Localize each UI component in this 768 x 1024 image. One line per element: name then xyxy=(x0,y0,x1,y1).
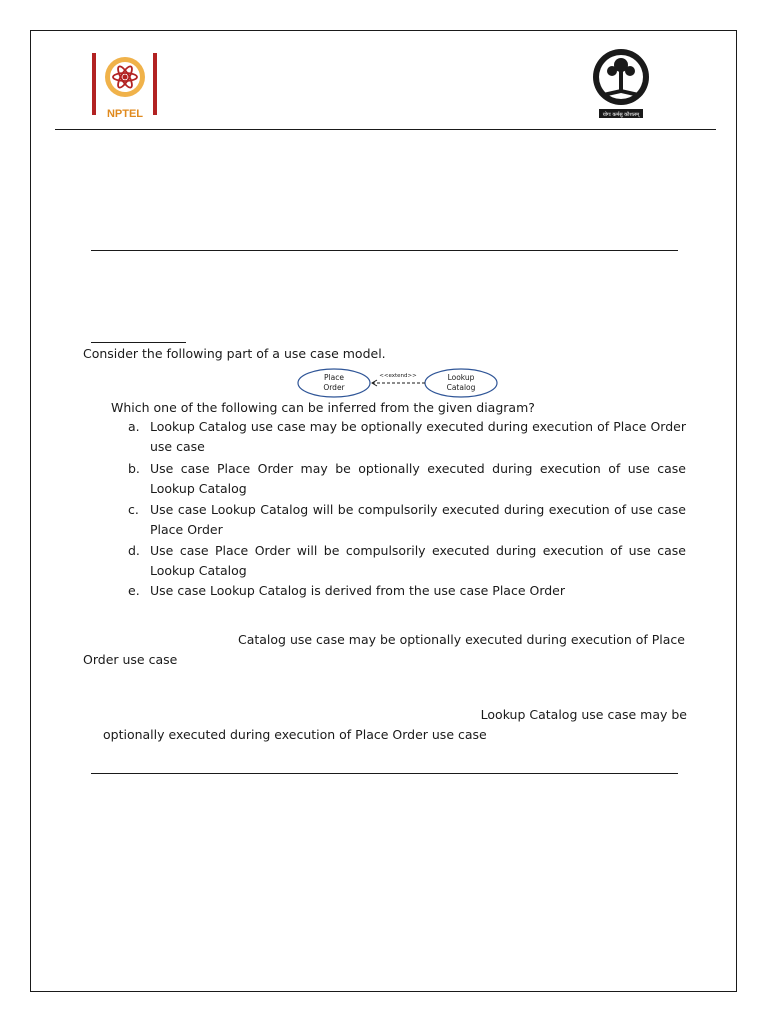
answer-line-2: Order use case xyxy=(83,652,178,667)
solution-line-1: Lookup Catalog use case may be xyxy=(480,707,687,722)
option-letter: b. xyxy=(128,461,140,476)
section-divider-bottom xyxy=(91,773,678,774)
use-case-diagram xyxy=(296,365,500,401)
question-prompt: Consider the following part of a use case model. xyxy=(83,346,386,361)
question-stem: Which one of the following can be inferred from the given diagram? xyxy=(111,400,535,415)
question-label-underline xyxy=(91,342,186,343)
usecase-place-order-line2: Order xyxy=(323,383,345,392)
option-text: Use case Place Order will be compulsorily executed during execution of use case Lookup Catalog xyxy=(150,543,686,578)
iit-kharagpur-logo xyxy=(591,43,651,121)
option-letter: a. xyxy=(128,419,140,434)
option-letter: d. xyxy=(128,543,140,558)
option-letter: e. xyxy=(128,583,140,598)
nptel-logo-text: NPTEL xyxy=(106,108,144,120)
usecase-lookup-catalog-line1: Lookup xyxy=(447,373,475,382)
option-text: Use case Place Order may be optionally executed during execution of use case Lookup Catalog xyxy=(150,461,686,496)
option-letter: c. xyxy=(128,502,139,517)
option-text: Use case Lookup Catalog is derived from the use case Place Order xyxy=(150,583,566,598)
answer-line-1: Catalog use case may be optionally executed during execution of Place xyxy=(237,632,685,647)
header-divider xyxy=(55,129,716,130)
solution-line-2: optionally executed during execution of Place Order use case xyxy=(103,727,487,742)
nptel-logo xyxy=(92,51,158,121)
usecase-lookup-catalog-line2: Catalog xyxy=(446,383,476,392)
option-text: Use case Lookup Catalog will be compulsorily executed during execution of use case Place Order xyxy=(150,502,686,537)
option-text: Lookup Catalog use case may be optionally executed during execution of Place Order use case xyxy=(150,419,686,454)
logo-motto: योगः कर्मसु कौशलम् xyxy=(602,112,640,118)
extend-label: <<extend>> xyxy=(379,373,417,379)
usecase-place-order-line1: Place xyxy=(324,373,344,382)
section-divider-top xyxy=(91,250,678,251)
